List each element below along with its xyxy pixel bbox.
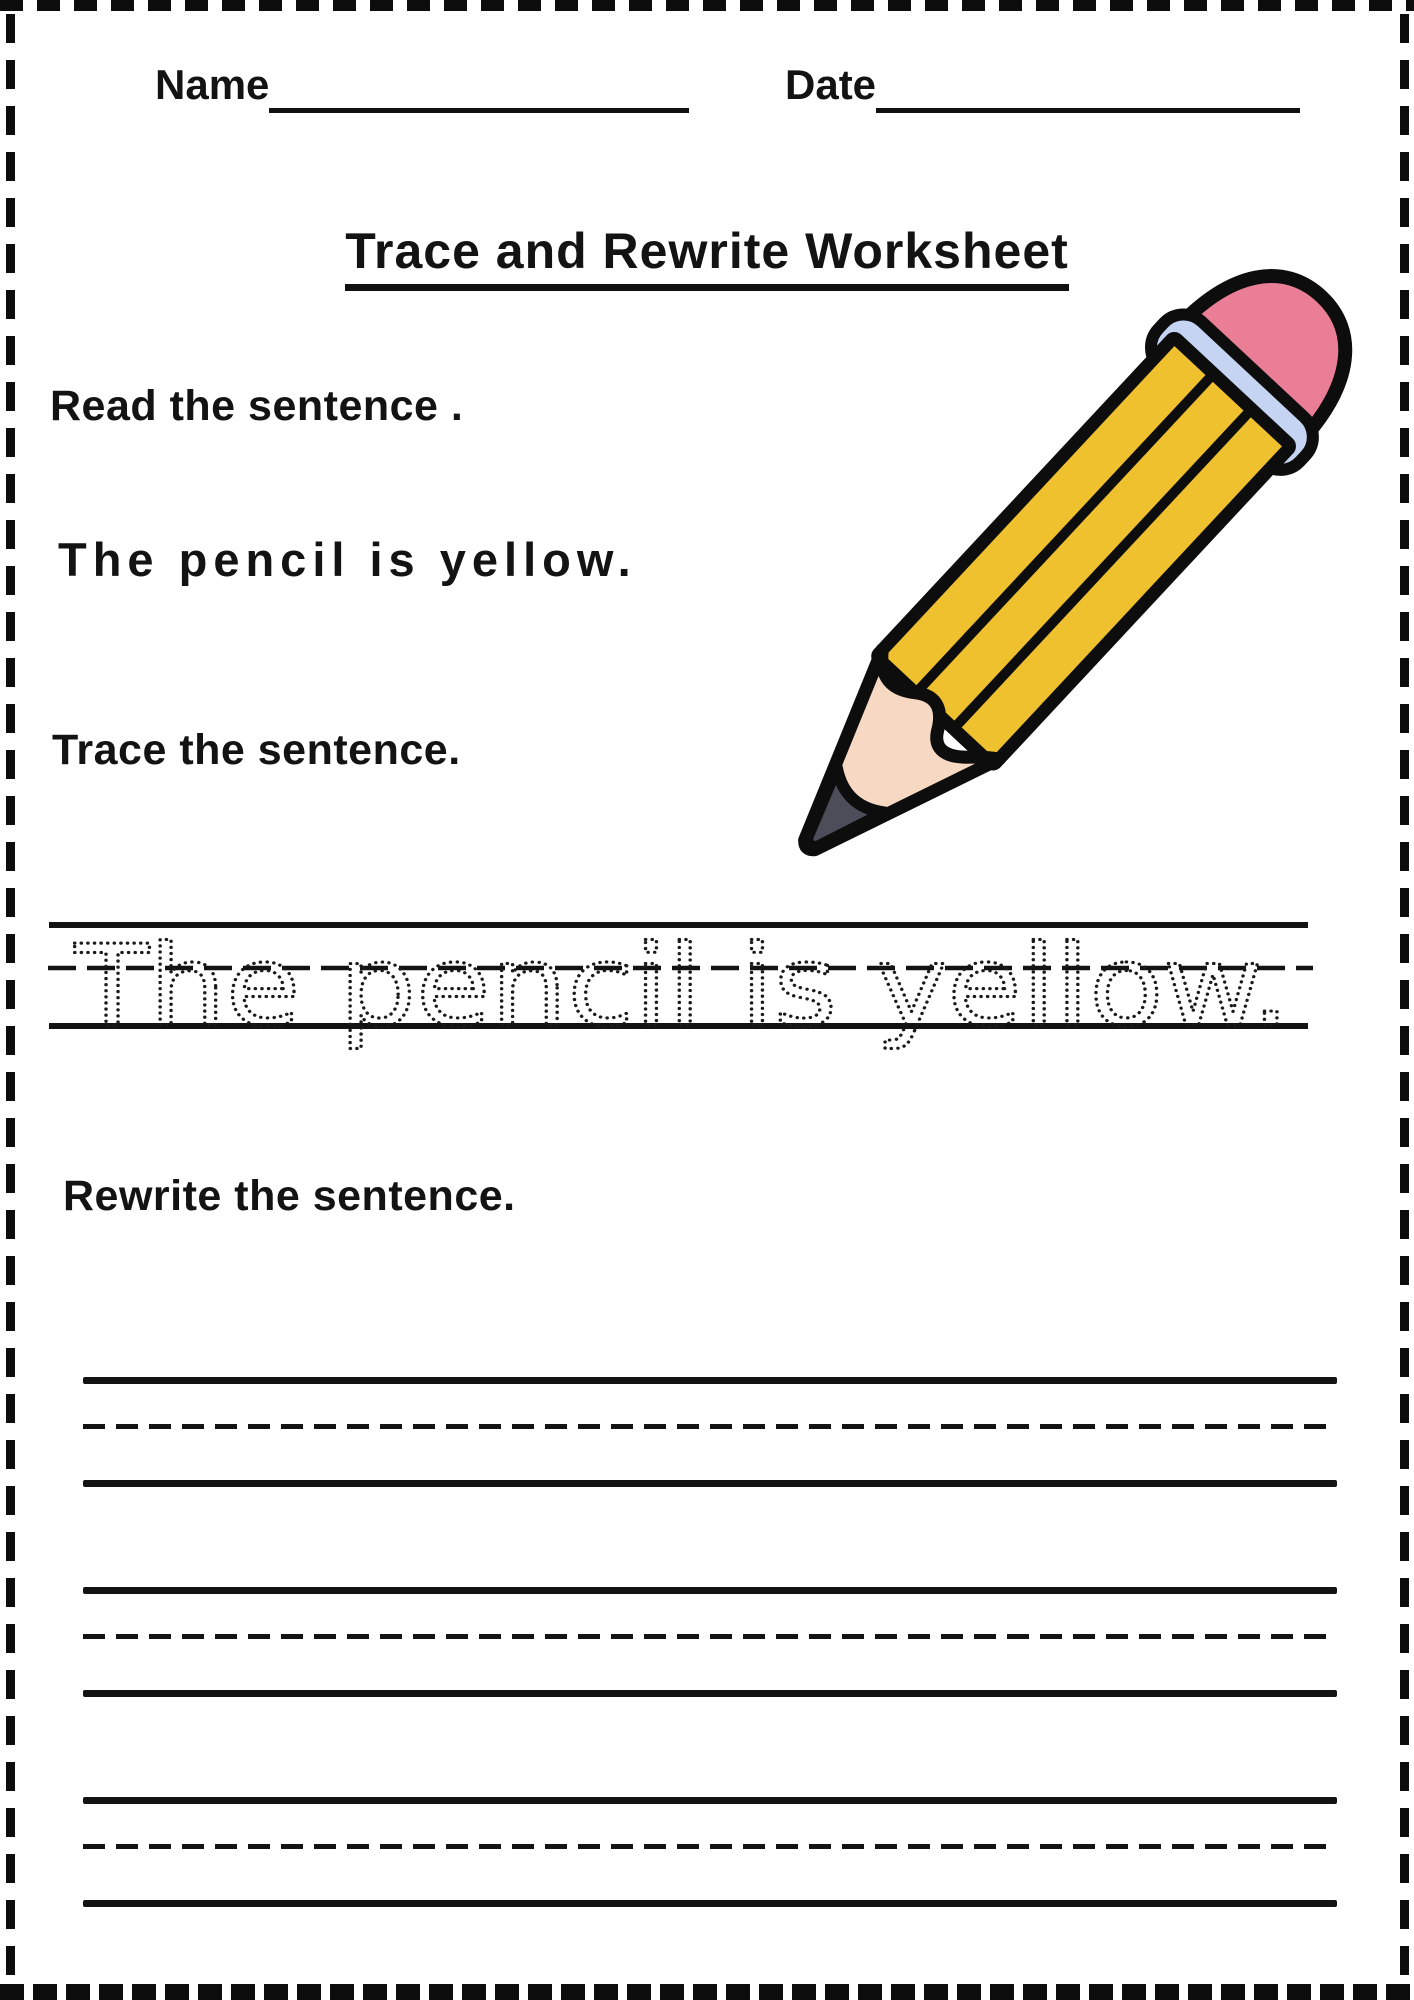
- page-border-top: [0, 0, 1414, 11]
- pencil-icon: [540, 160, 1414, 920]
- read-instruction: Read the sentence .: [50, 382, 464, 430]
- date-field: [785, 61, 1300, 108]
- rewrite-line-dashed: [83, 1634, 1337, 1639]
- trace-panel: [45, 915, 1335, 1090]
- date-blank-line: [876, 100, 1300, 113]
- page-border-left: [6, 14, 15, 1982]
- rewrite-line-dashed: [83, 1844, 1337, 1849]
- date-label: Date: [785, 61, 877, 108]
- name-field: [155, 61, 689, 108]
- name-blank-line: [269, 100, 689, 113]
- rewrite-line-solid: [83, 1797, 1337, 1804]
- page-border-bottom: [0, 1984, 1414, 2000]
- rewrite-line-dashed: [83, 1424, 1337, 1429]
- rewrite-instruction: Rewrite the sentence.: [63, 1172, 516, 1220]
- trace-instruction: Trace the sentence.: [52, 726, 461, 774]
- rewrite-line-solid: [83, 1900, 1337, 1907]
- name-label: Name: [155, 61, 270, 108]
- rewrite-line-solid: [83, 1587, 1337, 1594]
- trace-text: The pencil is yellow.: [73, 922, 1290, 1052]
- rewrite-line-solid: [83, 1690, 1337, 1697]
- page-title: Trace and Rewrite Worksheet: [345, 223, 1069, 291]
- rewrite-line-solid: [83, 1377, 1337, 1384]
- sentence-text: The pencil is yellow.: [58, 533, 637, 586]
- rewrite-line-solid: [83, 1480, 1337, 1487]
